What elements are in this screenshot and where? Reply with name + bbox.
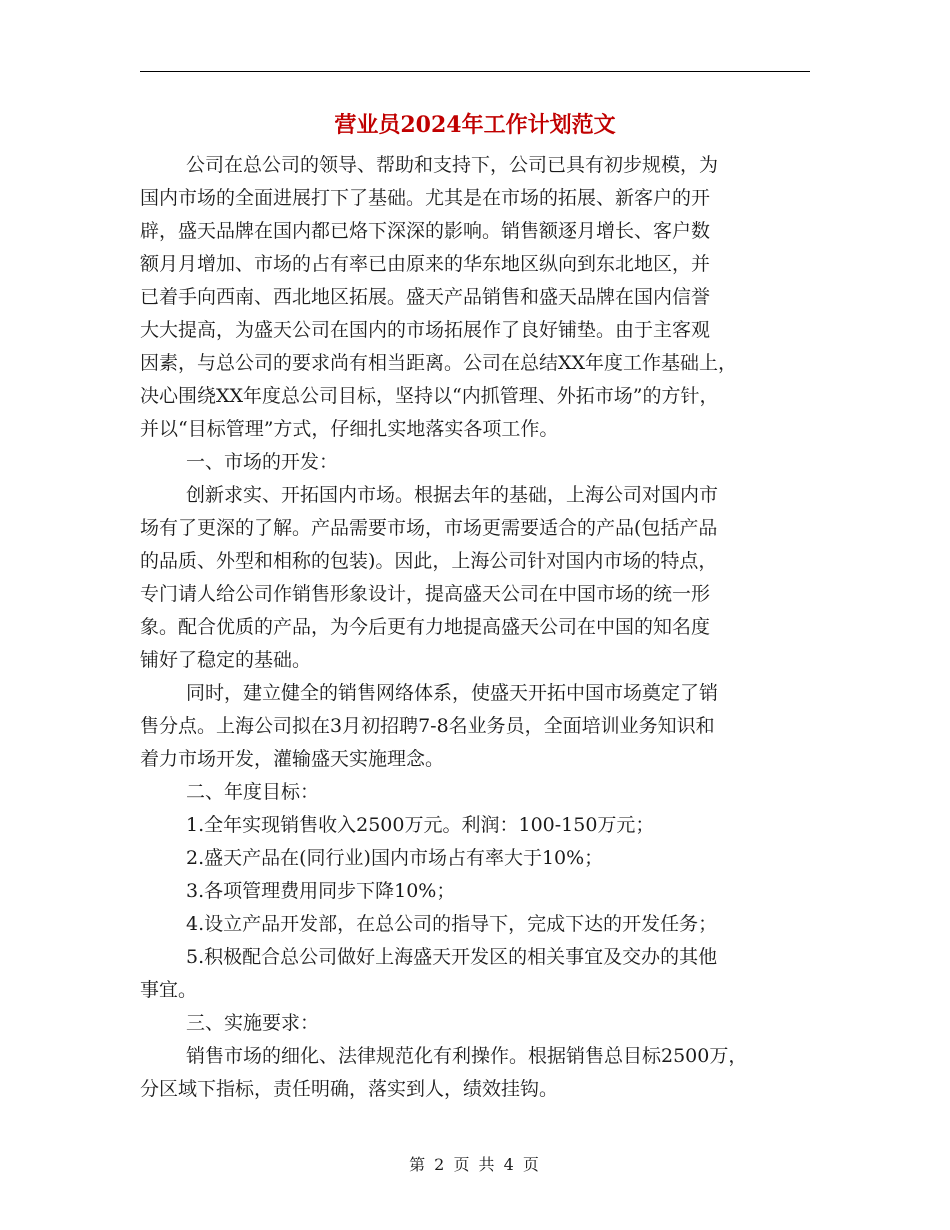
document-body	[140, 149, 810, 1106]
page-number-footer: 第 2 页 共 4 页	[409, 1155, 541, 1174]
body-line: 决心围绕XX年度总公司目标，坚持以“内抓管理、外拓市场”的方针，	[140, 385, 719, 407]
body-line: 分区域下指标，责任明确，落实到人，绩效挂钩。	[140, 1078, 559, 1100]
body-line: 5.积极配合总公司做好上海盛天开发区的相关事宜及交办的其他	[186, 946, 718, 968]
body-line: 并以“目标管理”方式，仔细扎实地落实各项工作。	[140, 418, 559, 440]
body-line: 着力市场开发，灌输盛天实施理念。	[140, 748, 445, 770]
document-title: 营业员2024年工作计划范文	[334, 112, 616, 138]
body-line: 因素，与总公司的要求尚有相当距离。公司在总结XX年度工作基础上，	[140, 352, 738, 374]
header-rule	[140, 71, 810, 72]
body-line: 象。配合优质的产品，为今后更有力地提高盛天公司在中国的知名度	[140, 616, 711, 638]
body-line: 事宜。	[140, 979, 198, 1001]
body-line: 公司在总公司的领导、帮助和支持下，公司已具有初步规模，为	[186, 154, 719, 176]
body-line: 已着手向西南、西北地区拓展。盛天产品销售和盛天品牌在国内信誉	[140, 286, 711, 308]
body-line: 专门请人给公司作销售形象设计，提高盛天公司在中国市场的统一形	[140, 583, 711, 605]
body-line: 售分点。上海公司拟在3月初招聘7-8名业务员，全面培训业务知识和	[140, 715, 715, 737]
body-line: 场有了更深的了解。产品需要市场，市场更需要适合的产品(包括产品	[140, 517, 718, 539]
body-line: 大大提高，为盛天公司在国内的市场拓展作了良好铺垫。由于主客观	[140, 319, 711, 341]
body-line: 2.盛天产品在(同行业)国内市场占有率大于10%；	[186, 847, 604, 869]
body-line: 国内市场的全面进展打下了基础。尤其是在市场的拓展、新客户的开	[140, 187, 711, 209]
body-line: 3.各项管理费用同步下降10%；	[186, 880, 456, 902]
body-line: 销售市场的细化、法律规范化有利操作。根据销售总目标2500万，	[186, 1045, 748, 1067]
body-line: 一、市场的开发：	[186, 451, 339, 473]
body-line: 4.设立产品开发部，在总公司的指导下，完成下达的开发任务；	[186, 913, 718, 935]
body-line: 1.全年实现销售收入2500万元。利润：100-150万元；	[186, 814, 655, 836]
body-line: 二、年度目标：	[186, 781, 320, 803]
body-line: 创新求实、开拓国内市场。根据去年的基础，上海公司对国内市	[186, 484, 719, 506]
body-line: 同时，建立健全的销售网络体系，使盛天开拓中国市场奠定了销	[186, 682, 719, 704]
body-line: 额月月增加、市场的占有率已由原来的华东地区纵向到东北地区，并	[140, 253, 711, 275]
body-line: 的品质、外型和相称的包装)。因此，上海公司针对国内市场的特点，	[140, 550, 718, 572]
body-line: 三、实施要求：	[186, 1012, 320, 1034]
body-line: 辟，盛天品牌在国内都已烙下深深的影响。销售额逐月增长、客户数	[140, 220, 711, 242]
body-line: 铺好了稳定的基础。	[140, 649, 312, 671]
